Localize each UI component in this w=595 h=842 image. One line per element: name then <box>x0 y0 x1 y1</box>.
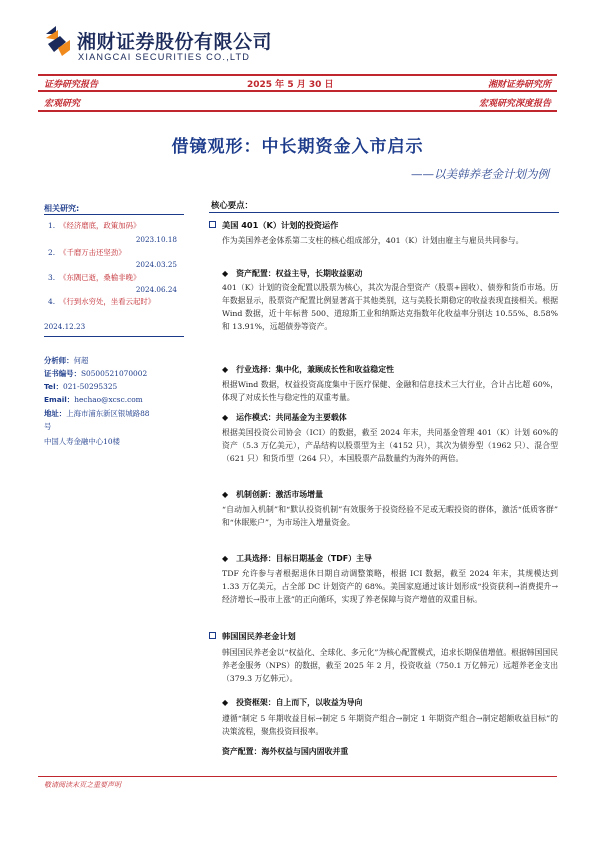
header-rule-bottom <box>38 110 557 112</box>
tel-line: Tel：021-50295325 <box>44 382 118 391</box>
address-line-2: 号 <box>44 422 52 431</box>
footer-rule <box>38 776 557 777</box>
header-report-kind: 宏观研究深度报告 <box>478 99 551 109</box>
bullet-paragraph: 根据美国投资公司协会（ICI）的数据，截至 2024 年末，共同基金管理 401（K）计划 60%的资产（5.3 万亿美元），产品结构以股票型为主（4152 只），其次为债券型（1962 只）、混合型（621 只）和货币型（264 只），本国股票产品数量约为海外的两倍。 <box>222 428 558 463</box>
related-item[interactable]: 3. 《东隅已逝，桑榆非晚》 <box>48 273 141 282</box>
diamond-bullet-icon: ◆ <box>222 413 229 422</box>
analyst-line: 分析师：何超 <box>44 356 89 365</box>
related-item-date: 2024.12.23 <box>44 322 86 331</box>
header-report-type: 证券研究报告 <box>44 80 99 90</box>
address-line-3: 中国人寿金融中心10楼 <box>44 437 120 446</box>
bullet-heading: ◆ 工具选择：目标日期基金（TDF）主导 <box>222 554 372 563</box>
cert-line: 证书编号：S0500521070002 <box>44 369 148 378</box>
sub-heading: 资产配置：海外权益与国内固收并重 <box>222 747 349 756</box>
email-line[interactable]: Email：hechao@xcsc.com <box>44 395 143 404</box>
checkbox-icon <box>209 221 216 228</box>
bullet-paragraph: TDF 允许参与者根据退休日期自动调整策略，根据 ICI 数据，截至 2024 年末，其规模达到 1.33 万亿美元，占全部 DC 计划资产的 68%。美国家庭通过该计划形成“投资获利→消费提升→经济增长→股市上涨”的正向循环，实现了养老保障与资产增值的双重目标。 <box>222 569 558 604</box>
section-paragraph: 韩国国民养老金以“权益化、全球化、多元化”为核心配置模式，追求长期保值增值。根据韩国国民养老金服务（NPS）的数据，截至 2025 年 2 月，投资收益（750.1 万亿韩元）远超养老金支出（379.3 万亿韩元）。 <box>222 648 558 683</box>
header-category: 宏观研究 <box>44 99 81 109</box>
related-item[interactable]: 1. 《经济磨底，政策加码》 <box>48 221 141 230</box>
checkbox-icon <box>209 632 216 639</box>
bullet-heading: ◆ 运作模式：共同基金为主要载体 <box>222 413 347 422</box>
section-heading-korea: 韩国国民养老金计划 <box>209 631 296 642</box>
sidebar-rule <box>44 214 184 215</box>
diamond-bullet-icon: ◆ <box>222 554 229 563</box>
diamond-bullet-icon: ◆ <box>222 490 229 499</box>
related-item[interactable]: 2. 《千磨万击还坚劲》 <box>48 248 126 257</box>
header-institute: 湘财证券研究所 <box>487 80 551 90</box>
bullet-paragraph: 根据Wind 数据，权益投资高度集中于医疗保健、金融和信息技术三大行业，合计占比超 60%，体现了对成长性与稳定性的双重考量。 <box>222 380 558 402</box>
bullet-heading: ◆ 机制创新：激活市场增量 <box>222 490 323 499</box>
bullet-heading: ◆ 行业选择：集中化，兼顾成长性和收益稳定性 <box>222 365 394 374</box>
company-name-cn: 湘财证券股份有限公司 <box>77 31 273 53</box>
section-paragraph: 作为美国养老金体系第二支柱的核心组成部分，401（K）计划由雇主与雇员共同参与。 <box>222 236 524 245</box>
bullet-heading: ◆ 资产配置：权益主导，长期收益驱动 <box>222 269 363 278</box>
address-line: 地址：上海市浦东新区银城路88 <box>44 409 150 418</box>
related-item-date: 2024.06.24 <box>135 285 177 294</box>
bullet-paragraph: “自动加入机制”和“默认投资机制”有效服务于投资经验不足或无暇投资的群体，激活“低质客群” 和“休眠账户”，为市场注入增量资金。 <box>222 505 558 527</box>
bullet-paragraph: 401（K）计划的资金配置以股票为核心，其次为混合型资产（股票+固收）、债券和货币市场。历年数据显示，股票资产配置比例显著高于其他类别，这与美股长期稳定的收益表现直接相关。根据Wind 数据，近十年标普 500、道琼斯工业和纳斯达克指数年化收益率分别达 10.55%、8.58%和 13.91%，远超债券等资产。 <box>222 283 558 331</box>
bullet-heading: ◆ 投资框架：自上而下，以收益为导向 <box>222 698 363 707</box>
related-item[interactable]: 4. 《行到水穷处，坐看云起时》 <box>48 297 156 306</box>
section-heading-us: 美国 401（K）计划的投资运作 <box>209 220 338 231</box>
company-logo-icon <box>44 24 72 58</box>
header-rule-top <box>38 74 557 76</box>
header-rule-mid <box>38 90 557 92</box>
page-subtitle: ——以美韩养老金计划为例 <box>411 167 549 181</box>
diamond-bullet-icon: ◆ <box>222 269 229 278</box>
related-item-date: 2023.10.18 <box>135 235 177 244</box>
page-title: 借镜观形：中长期资金入市启示 <box>171 137 424 157</box>
header-date: 2025 年 5 月 30 日 <box>247 80 334 90</box>
related-research-label: 相关研究: <box>44 204 80 213</box>
key-points-label: 核心要点： <box>211 200 253 210</box>
sidebar-rule <box>44 336 184 337</box>
main-rule <box>209 212 559 213</box>
related-item-date: 2024.03.25 <box>135 260 177 269</box>
bullet-paragraph: 遵循“制定 5 年期收益目标→制定 5 年期资产组合→制定 1 年期资产组合→制定超额收益目标”的决策流程，聚焦投资回报率。 <box>222 714 558 736</box>
footer-disclaimer: 敬请阅读末页之重要声明 <box>44 781 121 789</box>
diamond-bullet-icon: ◆ <box>222 698 229 707</box>
diamond-bullet-icon: ◆ <box>222 365 229 374</box>
company-name-en: XIANGCAI SECURITIES CO.,LTD <box>78 52 251 62</box>
